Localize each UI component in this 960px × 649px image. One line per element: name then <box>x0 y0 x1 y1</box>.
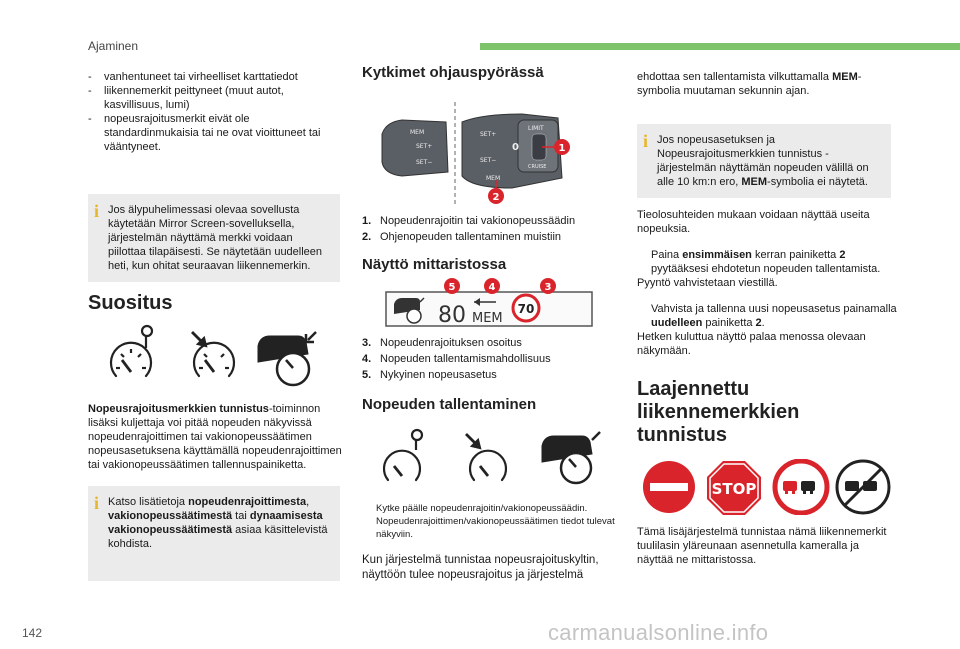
column-2 <box>362 66 624 583</box>
svg-text:STOP: STOP <box>711 480 757 498</box>
svg-text:SET−: SET− <box>416 159 433 166</box>
step-second-result: Hetken kuluttua näyttö palaa menossa olevaan näkymään. <box>637 331 866 357</box>
step-first-press: Paina ensimmäisen kerran painiketta 2 pyytääksesi ehdotetun nopeuden tallentamista. <box>651 249 881 275</box>
traffic-signs-row <box>637 459 897 515</box>
badge-5 <box>444 278 460 294</box>
svg-text:80: 80 <box>438 303 466 328</box>
svg-text:SET−: SET− <box>480 157 497 164</box>
list-item: 5. Nykyinen nopeusasetus <box>362 369 497 381</box>
svg-text:MEM: MEM <box>410 129 425 136</box>
info-box-mem-difference: i Jos nopeusasetuksen ja Nopeusrajoitusmerkkien tunnistus -järjestelmän näyttämän nopeuden välillä on alle 10 km:n ero, MEM-symbolia ei näytetä. <box>637 124 891 198</box>
recognition-paragraph: Kun järjestelmä tunnistaa nopeusrajoituskyltin, näyttöön tulee nopeusrajoitus ja järjestelmä <box>362 554 599 581</box>
svg-text:5: 5 <box>448 282 456 293</box>
info-box-see-more: i Katso lisätietoja nopeudenrajoittimesta, vakionopeussäätimestä tai dynaamisesta vakionopeussäätimestä asiaa käsittelevistä kohdista. <box>88 486 340 581</box>
suositus-title: Suositus <box>88 292 173 314</box>
watermark: carmanualsonline.info <box>548 620 769 645</box>
svg-text:SET+: SET+ <box>416 143 433 150</box>
info-icon: i <box>94 493 100 513</box>
badge-3 <box>540 278 556 294</box>
speed-symbols-row-2 <box>362 428 624 486</box>
svg-text:70: 70 <box>517 302 535 316</box>
list-item: 3. Nopeudenrajoituksen osoitus <box>362 337 522 349</box>
extended-recognition-paragraph: Tämä lisäjärjestelmä tunnistaa nämä liikennemerkit tuulilasin yläreunaan asennetulla kameralla ja näyttää ne mittaristossa. <box>637 526 887 566</box>
svg-text:LIMIT: LIMIT <box>528 125 544 132</box>
list-item: - nopeusrajoitusmerkit eivät ole standardinmukaisia tai ne ovat vioittuneet tai vääntyneet. <box>88 113 321 153</box>
svg-text:1: 1 <box>558 143 566 154</box>
right-stalk <box>462 114 562 188</box>
cruise-control-icon <box>258 332 316 385</box>
activate-instruction: Kytke päälle nopeudenrajoitin/vakionopeussäädin. Nopeudenrajoittimen/vakionopeussäätimen tiedot tulevat näkyviin. <box>376 503 615 540</box>
switches-legend <box>362 214 624 244</box>
speed-symbols-row-1 <box>88 324 344 388</box>
section-header-bar <box>480 43 960 50</box>
section-header: Ajaminen <box>88 39 139 53</box>
step-second-press: Vahvista ja tallenna uusi nopeusasetus painamalla uudelleen painiketta 2. <box>651 303 897 329</box>
speedometer-limit-icon <box>466 434 506 480</box>
list-item: - vanhentuneet tai virheelliset karttatiedot <box>88 71 298 83</box>
column-1 <box>88 70 344 581</box>
list-item: - liikennemerkit peittyneet (muut autot, kasvillisuus, lumi) <box>88 85 284 111</box>
list-item: 1. Nopeudenrajoitin tai vakionopeussäädin <box>362 215 576 227</box>
extended-recognition-title: Laajennettu liikennemerkkien tunnistus <box>637 378 800 446</box>
svg-text:SET+: SET+ <box>480 131 497 138</box>
svg-text:3: 3 <box>544 282 552 293</box>
speedometer-memory-icon <box>111 326 152 376</box>
info-box-mirror-screen: i Jos älypuhelimessasi olevaa sovellusta käytetään Mirror Screen-sovelluksella, järjestelmän näyttämä merkki voidaan piilottaa tilapäisesti. Se näytetään uudelleen heti, kun ohitat seuraavan liikennemerkin. <box>88 194 340 282</box>
left-stalk <box>382 120 448 176</box>
conditions-list <box>88 70 344 154</box>
no-entry-sign-icon <box>643 461 695 513</box>
list-item: 2. Ohjenopeuden tallentaminen muistiin <box>362 231 562 243</box>
info-icon: i <box>94 201 100 221</box>
page-number: 142 <box>22 626 43 640</box>
multiple-speeds-paragraph: Tieolosuhteiden mukaan voidaan näyttää useita nopeuksia. <box>637 209 870 235</box>
no-overtaking-sign-icon <box>775 461 827 513</box>
cluster-display-illustration <box>362 278 624 328</box>
svg-text:4: 4 <box>488 282 496 293</box>
stop-sign-icon <box>707 461 761 515</box>
svg-text:2: 2 <box>492 192 500 203</box>
switches-title: Kytkimet ohjauspyörässä <box>362 64 544 81</box>
speed-saving-title: Nopeuden tallentaminen <box>362 396 537 413</box>
svg-text:MEM: MEM <box>486 175 501 182</box>
display-legend <box>362 336 624 382</box>
display-title: Näyttö mittaristossa <box>362 256 507 273</box>
list-item: 4. Nopeuden tallentamismahdollisuus <box>362 353 551 365</box>
steering-stalk-illustration <box>362 92 624 210</box>
info-icon: i <box>643 131 649 151</box>
end-no-overtaking-sign-icon <box>837 461 889 513</box>
recommendation-paragraph: Nopeusrajoitusmerkkien tunnistus-toiminnon lisäksi kuljettaja voi pitää nopeuden näkyvissä nopeudenrajoittimen tai vakionopeussäätimen nopeusasetuksena käyttämällä nopeudenrajoittimen tai vakionopeussäätimen tallennuspainiketta. <box>88 403 342 471</box>
svg-text:MEM: MEM <box>472 311 503 326</box>
cruise-control-icon <box>542 432 600 483</box>
column-3 <box>637 70 897 567</box>
step-first-result: Pyyntö vahvistetaan viestillä. <box>637 277 778 289</box>
badge-4 <box>484 278 500 294</box>
speedometer-memory-icon <box>384 430 422 480</box>
speedometer-limit-icon <box>192 332 234 376</box>
svg-text:CRUISE: CRUISE <box>528 164 547 170</box>
svg-text:0: 0 <box>512 142 519 153</box>
mem-paragraph: ehdottaa sen tallentamista vilkuttamalla MEM-symbolia muutaman sekunnin ajan. <box>637 71 862 97</box>
